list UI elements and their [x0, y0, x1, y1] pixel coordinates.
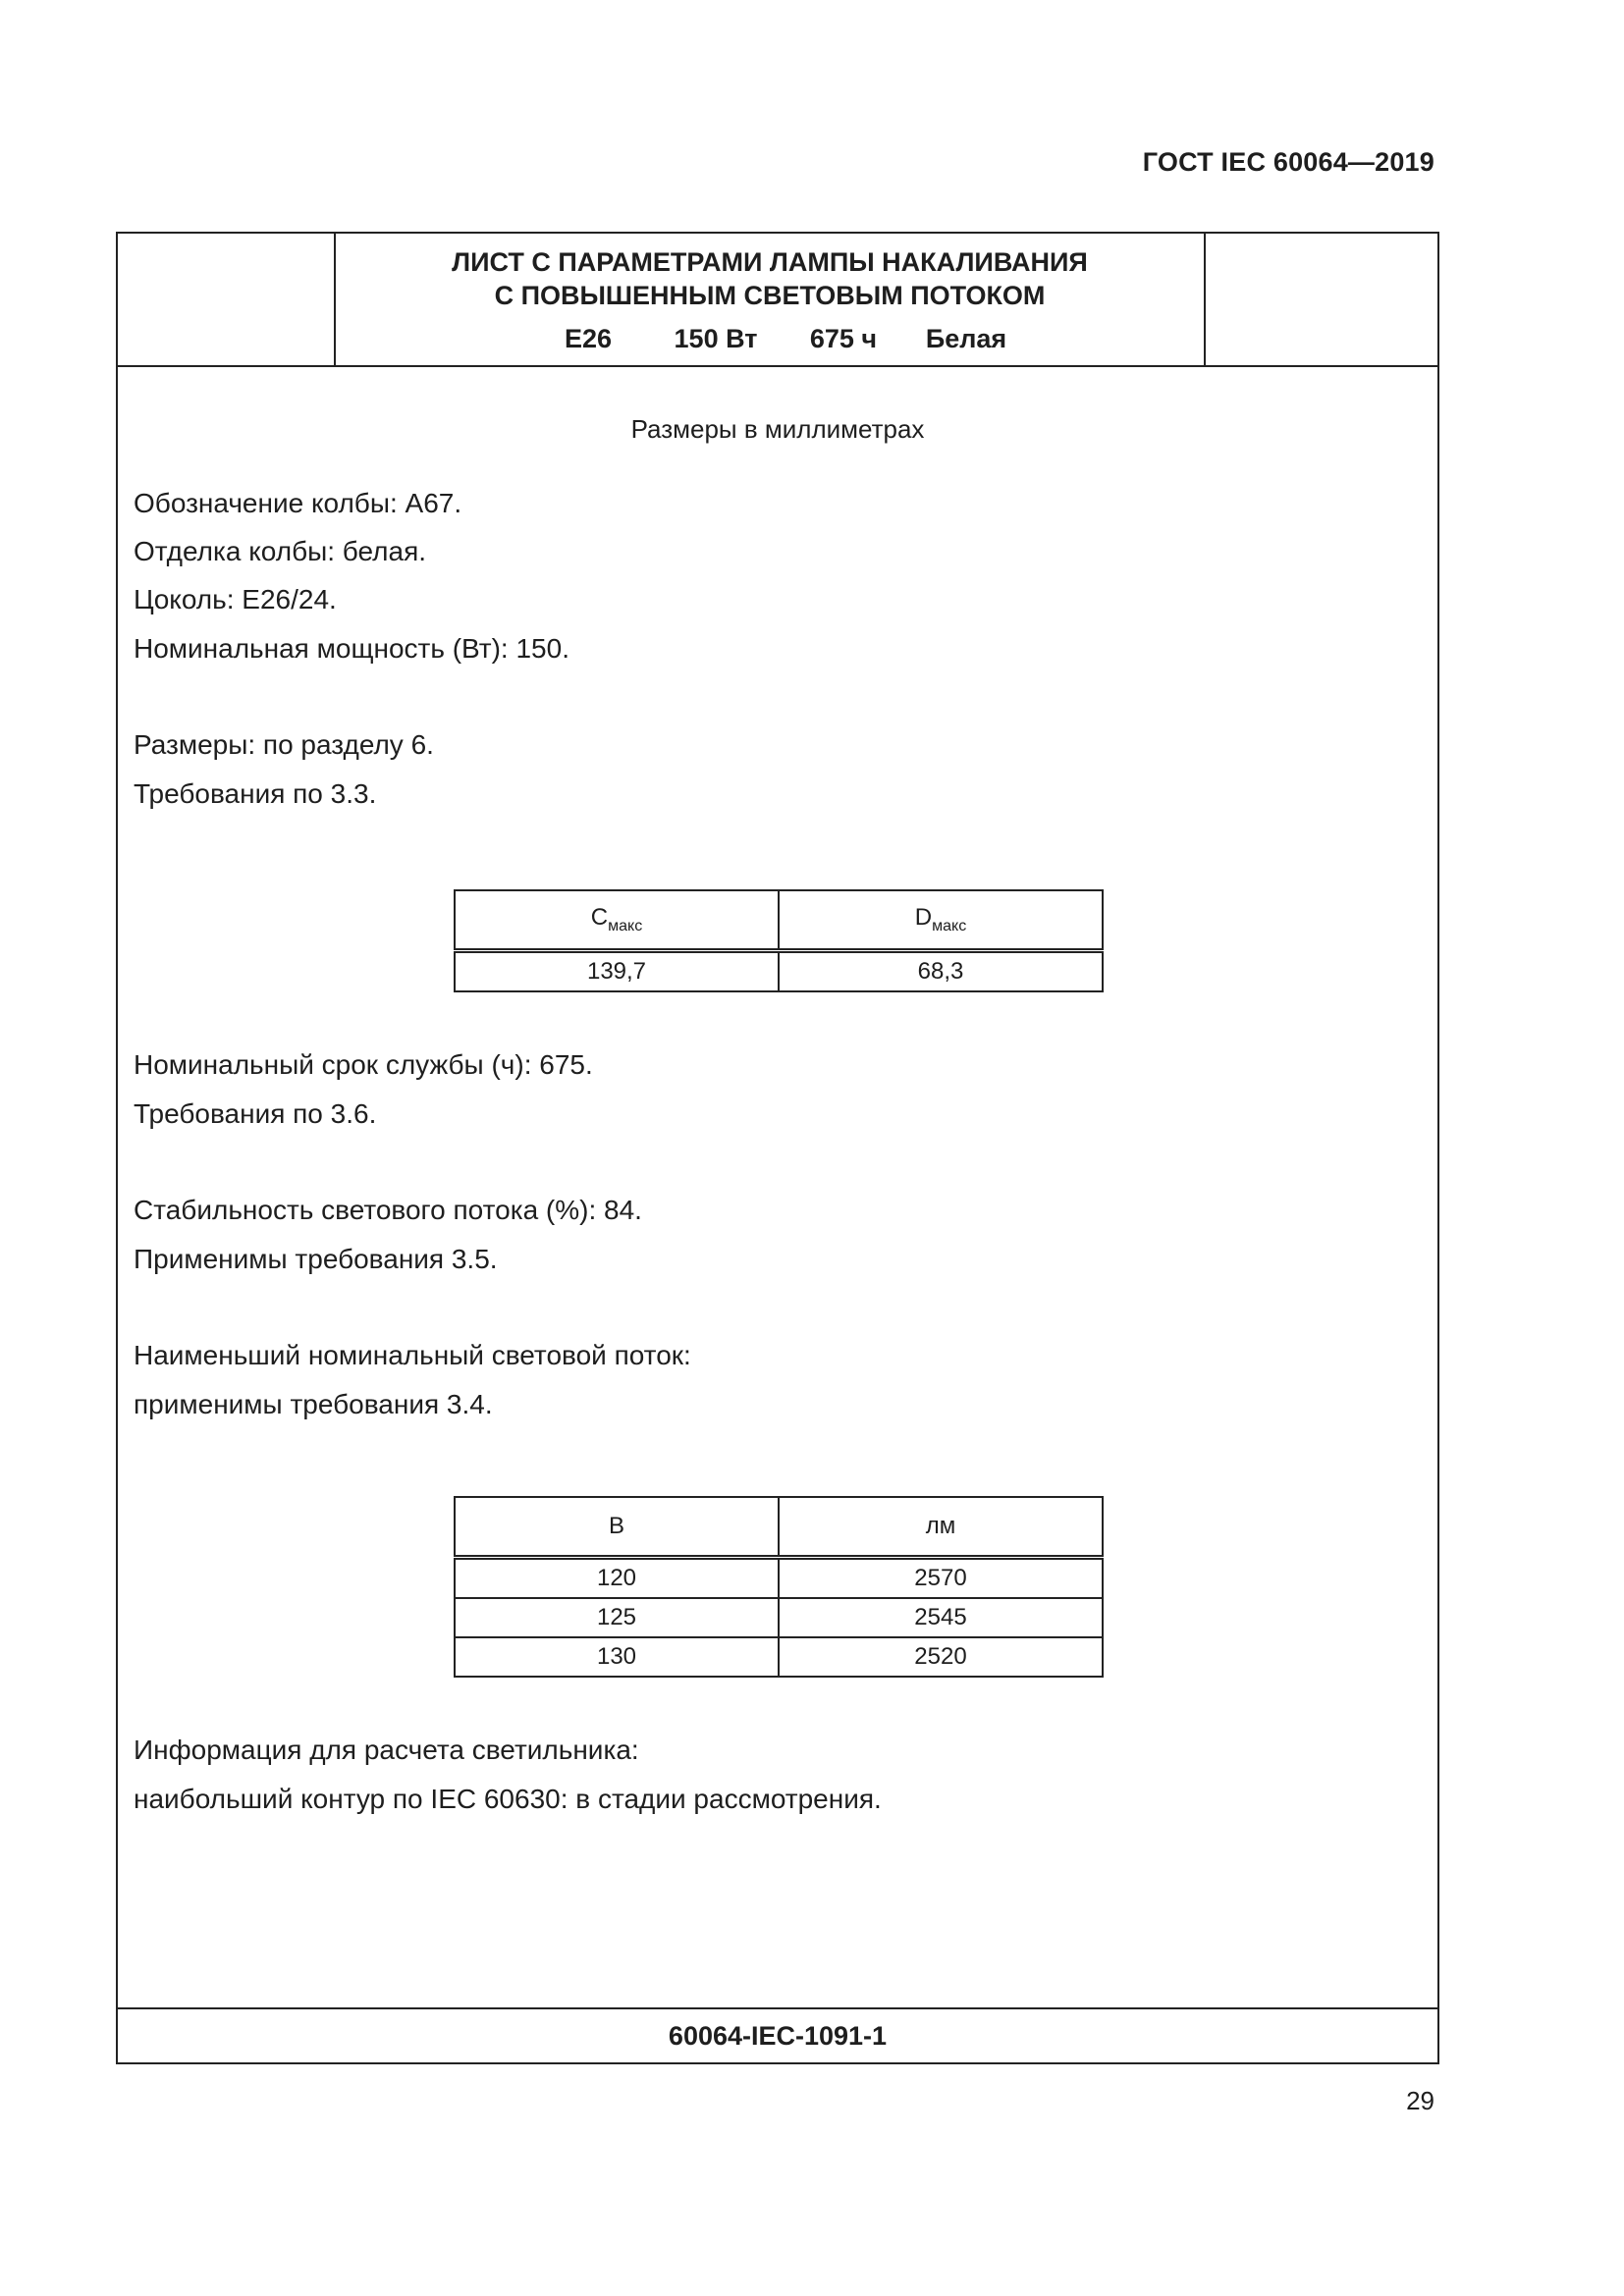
table-row [455, 1558, 1103, 1599]
lamp-spec-summary [336, 324, 1204, 354]
table-cell: 68,3 [779, 951, 1103, 992]
table-header-cell: $C_{макс}$ [455, 890, 779, 951]
header-title-cell [336, 234, 1204, 365]
table-header-row [455, 890, 1103, 951]
table-cell: 2545 [779, 1598, 1103, 1637]
table-header-cell: лм [779, 1497, 1103, 1558]
text-line: Обозначение колбы: А67. [134, 488, 462, 518]
sheet-code-footer: 60064-IEC-1091-1 [118, 2007, 1437, 2062]
units-note: Размеры в миллиметрах [630, 414, 925, 444]
text-line: Требования по 3.3. [134, 778, 377, 809]
text-line: Информация для расчета светильника: [134, 1735, 639, 1765]
text-line: Номинальный срок службы (ч): 675. [134, 1049, 593, 1080]
document-code: ГОСТ IEC 60064—2019 [1142, 147, 1435, 177]
sheet-header [118, 234, 1437, 367]
header-right-cell [1204, 234, 1437, 365]
table-cell: 2520 [779, 1637, 1103, 1677]
text-line: Размеры: по разделу 6. [134, 729, 434, 760]
table-header-row [455, 1497, 1103, 1558]
text-line: применимы требования 3.4. [134, 1389, 493, 1419]
text-line: Требования по 3.6. [134, 1098, 377, 1129]
text-line: Цоколь: E26/24. [134, 584, 337, 614]
page-number: 29 [1406, 2086, 1435, 2115]
table-row [455, 1598, 1103, 1637]
text-line: Применимы требования 3.5. [134, 1244, 498, 1274]
spec-life: 675 ч [809, 324, 878, 353]
table-header-cell: В [455, 1497, 779, 1558]
dimensions-table [454, 889, 1104, 992]
text-line: Наименьший номинальный световой поток: [134, 1340, 691, 1370]
spec-power: 150 Вт [674, 324, 758, 353]
text-line: Номинальная мощность (Вт): 150. [134, 633, 569, 664]
text-line: Отделка колбы: белая. [134, 536, 427, 566]
parameter-sheet-frame [116, 232, 1439, 2064]
sheet-title-line-1: ЛИСТ С ПАРАМЕТРАМИ ЛАМПЫ НАКАЛИВАНИЯ [452, 247, 1088, 277]
luminous-flux-table [454, 1496, 1104, 1678]
table-row [455, 951, 1103, 992]
spec-base: E26 [564, 324, 613, 353]
text-line: наибольший контур по IEC 60630: в стадии рассмотрения. [134, 1784, 882, 1814]
text-line: Стабильность светового потока (%): 84. [134, 1195, 642, 1225]
table-cell: 130 [455, 1637, 779, 1677]
header-left-cell [118, 234, 336, 365]
spec-finish: Белая [925, 324, 1007, 353]
table-cell: 125 [455, 1598, 779, 1637]
table-header-cell: $D_{макс}$ [779, 890, 1103, 951]
table-row [455, 1637, 1103, 1677]
table-cell: 139,7 [455, 951, 779, 992]
sheet-title-line-2: С ПОВЫШЕННЫМ СВЕТОВЫМ ПОТОКОМ [494, 281, 1046, 310]
table-cell: 2570 [779, 1558, 1103, 1599]
table-cell: 120 [455, 1558, 779, 1599]
